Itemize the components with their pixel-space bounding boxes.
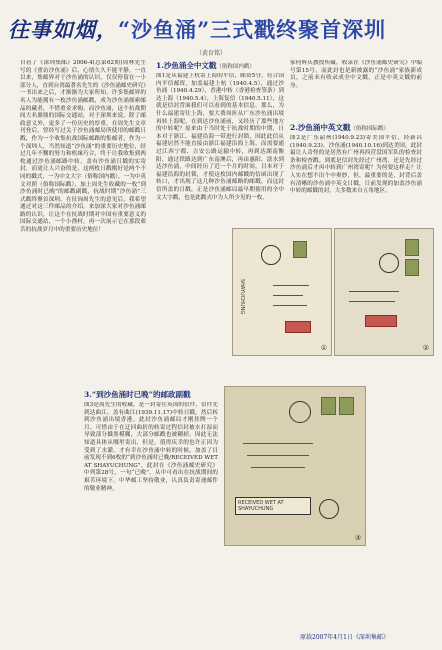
figure-3-address-line xyxy=(251,467,305,468)
figure-1-cover xyxy=(232,228,332,356)
footer-source: 原载2007年4月1日《深圳集邮》 xyxy=(300,634,389,641)
figure-2-cover xyxy=(334,228,434,356)
headline-part-2: “沙鱼涌”三式戳终聚首深圳 xyxy=(118,17,387,42)
figure-3-address-line xyxy=(243,443,313,444)
section-1-title-text: 1.沙鱼涌全中文戳 xyxy=(156,61,217,70)
figure-3-cover xyxy=(224,386,366,546)
headline-part-1: 往事如烟， xyxy=(8,17,118,42)
figure-3-postmark xyxy=(319,499,339,519)
section-1-text: 图1是从福建上杭寄上海的平信，邮资5分，符合国内平信邮资，加盖福建上杭（1940.4.5），通过沙鱼涌（1940.4.29），香港中转（香港检查签条）到达上海（1940.5.4），上海复信（1940.5.11），这就是信封背面我们可以看到的基本信息。那么，为什么福建寄往上海，要大费周折从广东沙鱼涌出境再转上海呢，在到达沙鱼涌前，又经历了那些地方的中转呢？原来由于当时处于抗战时期的中期，日本对于浙江、福建沿海一带进行封锁，因此此信从福建居然不能直接由浙江福建沿海上海，而需要通过江西宁都、吉安公路运输中转，再到达湖南衡阳，通过铁路达到广东南澳后，再由惠阳、淡水到达沙鱼涌，中间经历了近一个月的时间，日本对于福建沿海的封锁，才使这枚国内邮戳的信函出现了转口，才出现了这几种沙鱼涌邮路的邮戳。而这封信所盖的日戳，正是沙鱼涌邮局最早期使用的全中文大字戳，也是此戳式中为人所少见的一枚。 xyxy=(156,73,284,201)
figure-3-postmark xyxy=(289,401,311,423)
section-1-title-note: （俗称国内戳） xyxy=(216,64,255,70)
section-2-title xyxy=(290,122,422,133)
figure-3-stamp xyxy=(339,397,354,415)
figure-1-postmark xyxy=(261,245,281,265)
section-1 xyxy=(156,60,284,243)
section-2-title-text: 2.沙鱼涌中英文戳 xyxy=(290,123,351,132)
section-2-title-note: （俗称国际戳） xyxy=(350,126,389,132)
figure-1-address-line xyxy=(273,305,307,306)
figure-2-stamp xyxy=(405,239,419,256)
figure-2-stamp xyxy=(405,259,419,276)
column-3 xyxy=(290,60,422,255)
figure-1-address-line xyxy=(273,285,309,286)
figure-3-number: ③ xyxy=(354,534,361,542)
intro-paragraph: 自看了《深圳集邮》2006-4(总第62期)周林先生写的《重访沙鱼涌》后，心情久久不能平静，一直以来，集邮界对于沙鱼涌的认识，仅仅停留在一小部分人，直到台湾最著名先生的《沙鱼涌邮史研究》一书出来之后，才渐渐为大家所知。许多集邮界的名人为能拥有一枚沙鱼涌邮戳，成为沙鱼涌探索邮品的藏者，不惜重金求购。而沙鱼涌，这个抗战期间大名鼎鼎的国际交通站，对于深圳来说，除了邮政意义外，更多了一份历史的厚重。在周先生文章刊登后，曾经写过关于沙鱼涌邮局所使用的邮戳日戳，作为一个收集抗战国际邮路的集邮者，作为一个深圳人，当然知道“沙鱼涌”的重要历史地位，经过几年不懈的努力和机缘巧合，终于让我收集到两枚通过沙鱼涌邮路中转，盖有沙鱼涌日戳的实寄封，而更让人兴奋的是，这两枚日戳刚好是两个不同的戳式，一为中文大字（俗称国内戳），一为中英文对照（俗称国际戳），加上周先生收藏的一枚“到沙鱼涌时已晚”的邮戳副戳，抗战时期“沙鱼涌”三式戳终聚首深圳。在征询周先生的意见后，我希望通过对这三件邮品的介绍，来加深大家对沙鱼涌邮路的认识，让这个在抗战时期对中国有重要意义的国际交通站，一个小渔村，再一次展示它在那段艰苦的抗战岁月中的重要历史地位！ xyxy=(20,60,146,234)
figure-1-stamp-text: SHAYUCHUNG xyxy=(239,279,245,315)
section-1-continuation: 家何辉庆教授所藏，收录在《沙鱼涌邮史研究》中编号第15号，而此封也是新披露的“沙鱼涌”家族新成员，之前未有收录成全中文戳，正是中英文戳的前身。 xyxy=(290,60,422,89)
figure-3-address-line xyxy=(247,455,309,456)
figure-3-received-wet-mark: RECEIVED WET AT SHAYUCHUNG xyxy=(235,497,311,515)
section-3-title: 3.“到沙鱼涌时已晚”的邮政副戳 xyxy=(84,390,191,399)
figure-1-address-line xyxy=(273,295,303,296)
figure-2-address-line xyxy=(349,301,395,302)
figure-3-stamp xyxy=(321,397,336,415)
figure-2-postmark xyxy=(379,253,399,273)
figure-1-stamp xyxy=(293,241,307,258)
headline xyxy=(8,14,434,44)
figure-2-number: ② xyxy=(422,344,429,352)
figure-2-address-line xyxy=(349,291,399,292)
figure-2-censor-label xyxy=(365,315,397,327)
section-3-text: 图3是周先生的收藏，是一封寄往英国的信件，信件先到达曲江，盖有曲江(1939.11.17)中转日戳，然后转到沙鱼涌出境香港。此封沙鱼涌邮局才刚挂牌一个月。可惜由于在迂回曲折的转寄过程信封被水打湿而导致部分戳墨模糊，大部分邮戳也被糊掉，因此无法知道具体从哪里寄出，但是，值得庆幸的也许正因为受到了水灌，才有幸在沙鱼涌中转的时候，加盖了目前发现不到6枚的“到沙鱼涌时已晚/RECEIVED WET AT SHAYUCHUNG”，此封在《沙鱼涌邮史研究》中列第28号，一句“已晚”，从中可看出在抗战期间的艰苦环境下，中华邮工坚持敬业，认真负责寄递邮件的敬业精神。 xyxy=(84,402,218,492)
section-3 xyxy=(84,389,218,520)
section-2-text: 图2是广东韶州(1940.9.23)寄美国平信，经新昌(1940.9.23)、沙鱼涌(1940.10.16)到达美国，此封最让人奇怪的是居然有广州再西营盘国军队的检查封条和检查戳。到底是信封先经过广州湾，还是先经过沙鱼涌后才再中转到广州湾寄呢？为何要这样走？让人实在想不出个中奥妙，但，最重要的是，封背后盖有清晰的沙鱼涌中英文日戳，日前发现的加盖沙鱼涌中转的邮戳的封，大多数来自五角地区。 xyxy=(290,135,422,195)
figure-1-censor-label xyxy=(285,321,311,333)
figure-1-number: ① xyxy=(320,344,327,352)
author-byline: （黄育铭） xyxy=(196,50,227,57)
section-1-title xyxy=(156,60,284,71)
